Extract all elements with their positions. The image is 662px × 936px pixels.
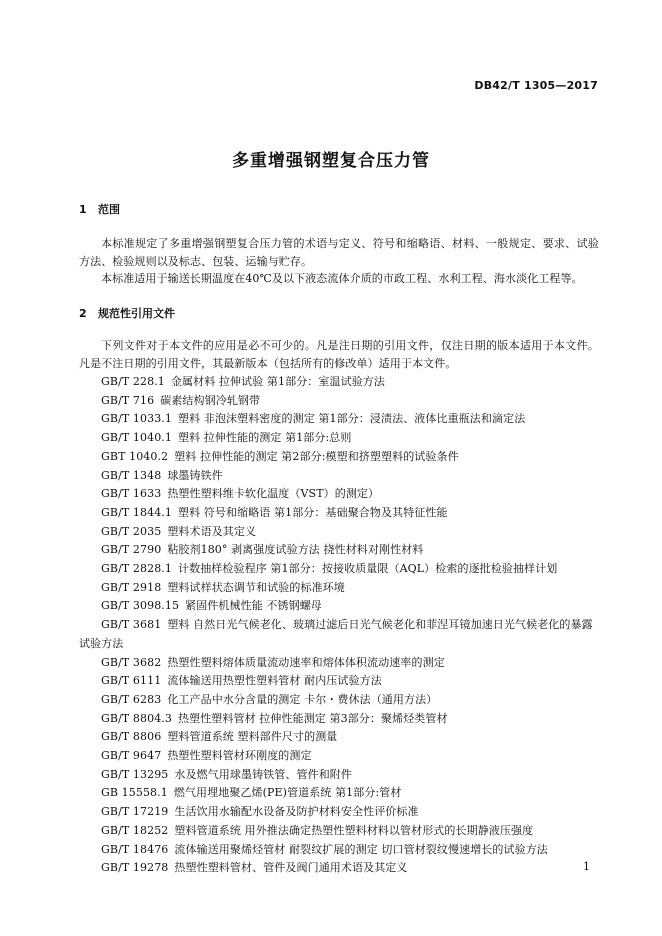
- reference-item: [79, 803, 599, 822]
- reference-code: GB/T 2828.1: [101, 562, 172, 576]
- reference-item: [79, 541, 599, 560]
- reference-title: 热塑性塑料管材环刚度的测定: [167, 749, 312, 763]
- reference-code: GB/T 1033.1: [101, 412, 172, 426]
- reference-code: GB/T 2035: [101, 524, 162, 538]
- reference-title: 燃气用埋地聚乙烯(PE)管道系统 第1部分:管材: [173, 786, 402, 800]
- reference-title: 水及燃气用球墨铸铁管、管件和附件: [174, 767, 353, 781]
- scope-paragraph-2: 本标准适用于输送长期温度在40℃及以下液态流体介质的市政工程、水利工程、海水淡化工程等。: [101, 272, 583, 285]
- reference-title: 碳素结构钢冷轧钢带: [160, 393, 261, 407]
- reference-code: GB/T 716: [101, 393, 155, 407]
- reference-item: [79, 747, 599, 766]
- reference-title: 塑料 拉伸性能的测定 第1部分:总则: [178, 431, 352, 445]
- reference-item: [79, 429, 599, 448]
- reference-title: 球墨铸铁件: [167, 468, 223, 482]
- reference-title: 生活饮用水输配水设备及防护材料安全性评价标准: [174, 805, 419, 819]
- reference-title: 塑料 符号和缩略语 第1部分：基础聚合物及其特征性能: [178, 505, 448, 519]
- reference-item: [79, 616, 599, 653]
- reference-code: GB/T 6111: [101, 674, 162, 688]
- reference-code: GB/T 228.1: [101, 375, 165, 388]
- reference-code: GB/T 2790: [101, 543, 162, 557]
- reference-item: [79, 766, 599, 785]
- section-2-title: 规范性引用文件: [98, 307, 175, 320]
- reference-title: 塑料 拉伸性能的测定 第2部分:模塑和挤塑塑料的试验条件: [174, 449, 459, 463]
- reference-code: GB/T 2918: [101, 580, 162, 594]
- document-code: DB42/T 1305—2017: [474, 79, 598, 92]
- reference-code: GB/T 8806: [101, 730, 162, 744]
- reference-item: [79, 560, 599, 579]
- reference-item: [79, 485, 599, 504]
- reference-item: [79, 523, 599, 542]
- reference-item: [79, 654, 599, 673]
- reference-code: GB/T 6283: [101, 692, 162, 706]
- reference-code: GB/T 1348: [101, 468, 162, 482]
- reference-item: [79, 579, 599, 598]
- section-1-title: 范围: [98, 203, 120, 216]
- reference-title: 塑料试样状态调节和试验的标准环境: [167, 580, 345, 594]
- reference-code: GB/T 3681: [101, 618, 162, 632]
- reference-code: GB/T 8804.3: [101, 711, 172, 725]
- reference-title: 紧固件机械性能 不锈钢螺母: [185, 599, 322, 613]
- reference-code: GB/T 3682: [101, 655, 162, 669]
- reference-code: GB/T 18476: [101, 842, 169, 856]
- reference-code: GB/T 1633: [101, 487, 162, 501]
- reference-title: 热塑性塑料熔体质量流动速率和熔体体积流动速率的测定: [167, 655, 445, 669]
- reference-item: [79, 448, 599, 467]
- page-number: 1: [583, 860, 590, 873]
- section-2-number: 2: [79, 307, 87, 320]
- reference-title: 流体输送用聚烯烃管材 耐裂纹扩展的测定 切口管材裂纹慢速增长的试验方法: [174, 842, 548, 856]
- scope-paragraph-1: 本标准规定了多重增强钢塑复合压力管的术语与定义、符号和缩略语、材料、一般规定、要求、试验方法、检验规则以及标志、包装、运输与贮存。: [79, 237, 599, 268]
- reference-item: [79, 467, 599, 486]
- reference-title: 粘胶剂180° 剥离强度试验方法 挠性材料对刚性材料: [167, 543, 424, 557]
- reference-item: [79, 859, 599, 878]
- reference-title: 塑料管道系统 用外推法确定热塑性塑料材料以管材形式的长期静液压强度: [174, 823, 534, 837]
- reference-list: [79, 373, 599, 878]
- reference-item: [79, 822, 599, 841]
- document-title: 多重增强钢塑复合压力管: [232, 151, 430, 171]
- reference-item: [79, 784, 599, 803]
- reference-code: GBT 1040.2: [101, 449, 169, 463]
- reference-title: 计数抽样检验程序 第1部分：按接收质量限（AQL）检索的逐批检验抽样计划: [178, 562, 558, 576]
- reference-item: [79, 392, 599, 411]
- reference-title: 塑料 自然日光气候老化、玻璃过滤后日光气候老化和菲涅耳镜加速日光气候老化的暴露试验方法: [79, 618, 593, 650]
- reference-code: GB/T 9647: [101, 749, 162, 763]
- reference-item: [79, 841, 599, 860]
- reference-title: 金属材料 拉伸试验 第1部分：室温试验方法: [170, 375, 385, 388]
- reference-title: 塑料 非泡沫塑料密度的测定 第1部分：浸渍法、液体比重瓶法和滴定法: [178, 412, 526, 426]
- reference-code: GB/T 3098.15: [101, 599, 180, 613]
- reference-title: 塑料管道系统 塑料部件尺寸的测量: [167, 730, 338, 744]
- reference-title: 热塑性塑料管材、管件及阀门通用术语及其定义: [174, 861, 408, 875]
- reference-item: [79, 691, 599, 710]
- reference-code: GB/T 13295: [101, 767, 169, 781]
- reference-item: [79, 728, 599, 747]
- reference-item: [79, 672, 599, 691]
- reference-title: 化工产品中水分含量的测定 卡尔・费休法（通用方法）: [167, 692, 438, 706]
- reference-item: [79, 410, 599, 429]
- reference-item: [79, 710, 599, 729]
- reference-code: GB/T 18252: [101, 823, 169, 837]
- references-intro: 下列文件对于本文件的应用是必不可少的。凡是注日期的引用文件，仅注日期的版本适用于本文件。凡是不注日期的引用文件，其最新版本（包括所有的修改单）适用于本文件。: [79, 339, 599, 370]
- reference-title: 热塑性塑料维卡软化温度（VST）的测定）: [167, 487, 380, 501]
- reference-title: 塑料术语及其定义: [167, 524, 257, 538]
- section-2-heading: [79, 305, 175, 321]
- section-1-heading: [79, 201, 120, 217]
- reference-title: 流体输送用热塑性塑料管材 耐内压试验方法: [167, 674, 382, 688]
- reference-code: GB/T 1844.1: [101, 505, 172, 519]
- reference-code: GB 15558.1: [101, 786, 168, 800]
- reference-code: GB/T 1040.1: [101, 431, 172, 445]
- reference-item: [79, 597, 599, 616]
- reference-title: 热塑性塑料管材 拉伸性能测定 第3部分：聚烯烃类管材: [178, 711, 448, 725]
- section-1-number: 1: [79, 203, 87, 216]
- reference-item: [79, 504, 599, 523]
- reference-code: GB/T 19278: [101, 861, 169, 875]
- reference-item: [79, 373, 599, 392]
- reference-code: GB/T 17219: [101, 805, 169, 819]
